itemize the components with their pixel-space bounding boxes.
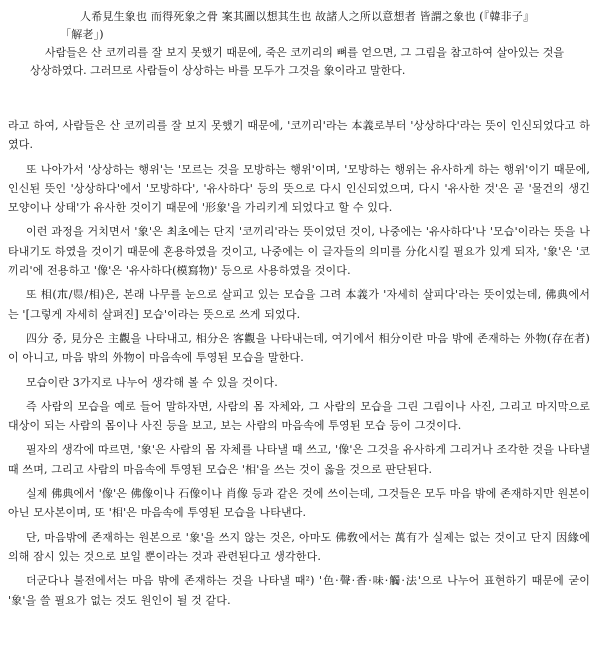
paragraph: 실제 佛典에서 '像'은 佛像이나 石像이나 肖像 등과 같은 것에 쓰이는데, 그것들은 모두 마음 밖에 존재하지만 원본이 아닌 모사본이며, 또 '相'은 마음속에 투영된 모습을 나타낸다. [8, 487, 590, 520]
paragraph: 단, 마음밖에 존재하는 원본으로 '象'을 쓰지 않는 것은, 아마도 佛敎에서는 萬有가 실제는 없는 것이고 단지 因緣에 의해 잠시 있는 것으로 보일 뿐이라는 것과 관련된다고 생각한다. [8, 530, 590, 563]
quotation-hanja-line: 人希見生象也 而得死象之骨 案其圖以想其生也 故諸人之所以意想者 皆謂之象也 (『韓非子』 [80, 10, 535, 23]
quotation-source: 「解老」) [60, 28, 104, 41]
paragraph: 라고 하여, 사람들은 산 코끼리를 잘 보지 못했기 때문에, '코끼리'라는 本義로부터 '상상하다'라는 뜻이 인신되었다고 하였다. [8, 119, 590, 152]
paragraph: 四分 중, 見分은 主觀을 나타내고, 相分은 客觀을 나타내는데, 여기에서 相分이란 마음 밖에 존재하는 外物(存在者)이 아니고, 마음 밖의 外物이 마음속에 투영된 모습을 말한다. [8, 331, 590, 365]
classical-quotation-block [30, 8, 582, 80]
paragraph: 모습이란 3가지로 나누어 생각해 볼 수 있을 것이다. [26, 375, 278, 389]
paragraph: 또 나아가서 '상상하는 행위'는 '모르는 것을 모방하는 행위'이며, '모방하는 행위는 유사하게 하는 행위'이기 때문에, 인신된 뜻인 '상상하다'에서 '모방하다', '유사하다' 등의 뜻으로 다시 인신되었으며, 다시 '유사한 것'은 곧 '물건의 생긴 모양이나 상태'가 유사한 것이기 때문에 '形象'을 가리키게 되었다고 할 수 있다. [8, 162, 590, 215]
paragraph: 필자의 생각에 따르면, '象'은 사람의 몸 자체를 나타낼 때 쓰고, '像'은 그것을 유사하게 그리거나 조각한 것을 나타낼 때 쓰며, 그리고 사람의 마음속에 투영된 모습은 '相'을 쓰는 것이 옳을 것으로 판단된다. [8, 443, 590, 476]
paragraph: 더군다나 불전에서는 마음 밖에 존재하는 것을 나타낼 때²) '色·聲·香·味·觸·法'으로 나누어 표현하기 때문에 굳이 '象'을 쓸 필요가 없는 것도 원인이 될 것 같다. [8, 574, 590, 607]
paragraph: 또 相(𣎳/𥄉/相)은, 본래 나무를 눈으로 살피고 있는 모습을 그려 本義가 '자세히 살피다'라는 뜻이었는데, 佛典에서는 '[그렇게 자세히 살펴진] 모습'이라는 뜻으로 쓰게 되었다. [8, 288, 590, 321]
paragraph: 이런 과정을 거치면서 '象'은 최초에는 단지 '코끼리'라는 뜻이었던 것이, 나중에는 '유사하다'나 '모습'이라는 뜻을 나타내기도 하였을 것이기 때문에 혼용하였을 것이고, 나중에는 이 글자들의 의미를 分化시킬 필요가 있게 되자, '象'은 '코끼리'에 전용하고 '像'은 '유사하다(模寫物)' 등으로 사용하였을 것이다. [8, 225, 590, 278]
paragraph: 즉 사람의 모습을 예로 들어 말하자면, 사람의 몸 자체와, 그 사람의 모습을 그린 그림이나 사진, 그리고 마지막으로 대상이 되는 사람의 몸이나 사진 등을 보고, 보는 사람의 마음속에 투영된 모습 등이 그것이다. [8, 399, 590, 433]
body-text [8, 116, 590, 610]
quotation-translation: 사람들은 산 코끼리를 잘 보지 못했기 때문에, 죽은 코끼리의 뼈를 얻으면, 그 그림을 참고하여 살아있는 것을 상상하였다. 그러므로 사람들이 상상하는 바를 모두가 그것을 象이라고 말한다. [30, 46, 564, 77]
